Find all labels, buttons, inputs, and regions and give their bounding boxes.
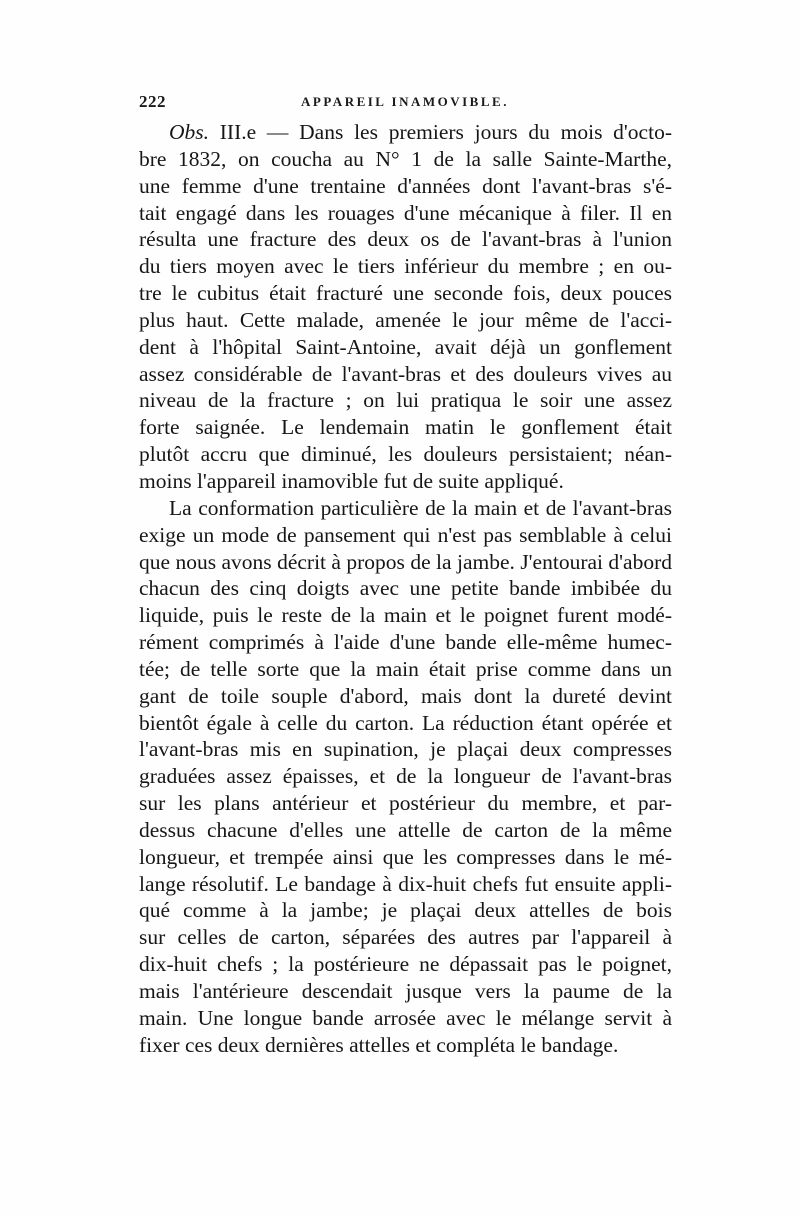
text-line: qué comme à la jambe; je plaçai deux attelles de bois (139, 898, 672, 923)
text-line: main. Une longue bande arrosée avec le mélange servit à (139, 1005, 672, 1030)
text-line: que nous avons décrit à propos de la jambe. J'entourai d'abord (139, 549, 672, 574)
text-line: rément comprimés à l'aide d'une bande elle-même humec- (139, 630, 672, 655)
text-line: liquide, puis le reste de la main et le poignet furent modé- (139, 603, 672, 628)
text-line: résulta une fracture des deux os de l'avant-bras à l'union (139, 227, 672, 252)
text-line: forte saignée. Le lendemain matin le gonflement était (139, 415, 672, 440)
text-line: niveau de la fracture ; on lui pratiqua le soir une assez (139, 388, 672, 413)
paragraph-bandaging (139, 495, 672, 1059)
text-line: graduées assez épaisses, et de la longueur de l'avant-bras (139, 764, 672, 789)
page-header (139, 92, 679, 116)
text-line: plus haut. Cette malade, amenée le jour même de l'acci- (139, 307, 672, 332)
text-line: dix-huit chefs ; la postérieure ne dépassait pas le poignet, (139, 952, 672, 977)
text-line: gant de toile souple d'abord, mais dont la dureté devint (139, 683, 672, 708)
observation-label: Obs. (169, 120, 210, 144)
text-line: La conformation particulière de la main et de l'avant-bras (169, 495, 672, 520)
text-line: Obs. III.e — Dans les premiers jours du mois d'octo- (169, 120, 672, 144)
text-line: tée; de telle sorte que la main était prise comme dans un (139, 656, 672, 681)
text-line: exige un mode de pansement qui n'est pas semblable à celui (139, 522, 672, 547)
text-line: moins l'appareil inamovible fut de suite appliqué. (139, 468, 564, 493)
text-line: assez considérable de l'avant-bras et des douleurs vives au (139, 361, 672, 386)
text-line: fixer ces deux dernières attelles et compléta le bandage. (139, 1032, 619, 1057)
text-line: tait engagé dans les rouages d'une mécanique à filer. Il en (139, 200, 672, 225)
text-line: du tiers moyen avec le tiers inférieur du membre ; en ou- (139, 254, 672, 279)
text-line: tre le cubitus était fracturé une seconde fois, deux pouces (139, 281, 672, 306)
text-line: dessus chacune d'elles une attelle de carton de la même (139, 817, 672, 842)
text-line: dent à l'hôpital Saint-Antoine, avait déjà un gonflement (139, 334, 672, 359)
running-title: APPAREIL INAMOVIBLE. (301, 94, 509, 109)
text-line: l'avant-bras mis en supination, je plaçai deux compresses (139, 737, 672, 762)
text-line: lange résolutif. Le bandage à dix-huit chefs fut ensuite appli- (139, 871, 672, 896)
page-number: 222 (139, 92, 166, 111)
text-line: une femme d'une trentaine d'années dont l'avant-bras s'é- (139, 173, 672, 198)
paragraph-observation (139, 119, 672, 495)
text-line: sur celles de carton, séparées des autres par l'appareil à (139, 925, 672, 950)
text-line: bientôt égale à celle du carton. La réduction étant opérée et (139, 710, 672, 735)
text-line: mais l'antérieure descendait jusque vers la paume de la (139, 979, 672, 1003)
text-line: bre 1832, on coucha au N° 1 de la salle Sainte-Marthe, (139, 146, 672, 171)
text-line: longueur, et trempée ainsi que les compresses dans le mé- (139, 844, 672, 869)
text-line: sur les plans antérieur et postérieur du membre, et par- (139, 791, 672, 816)
text-line: plutôt accru que diminué, les douleurs persistaient; néan- (139, 442, 672, 467)
text-line: chacun des cinq doigts avec une petite bande imbibée du (139, 576, 672, 601)
body-text (139, 119, 672, 1059)
